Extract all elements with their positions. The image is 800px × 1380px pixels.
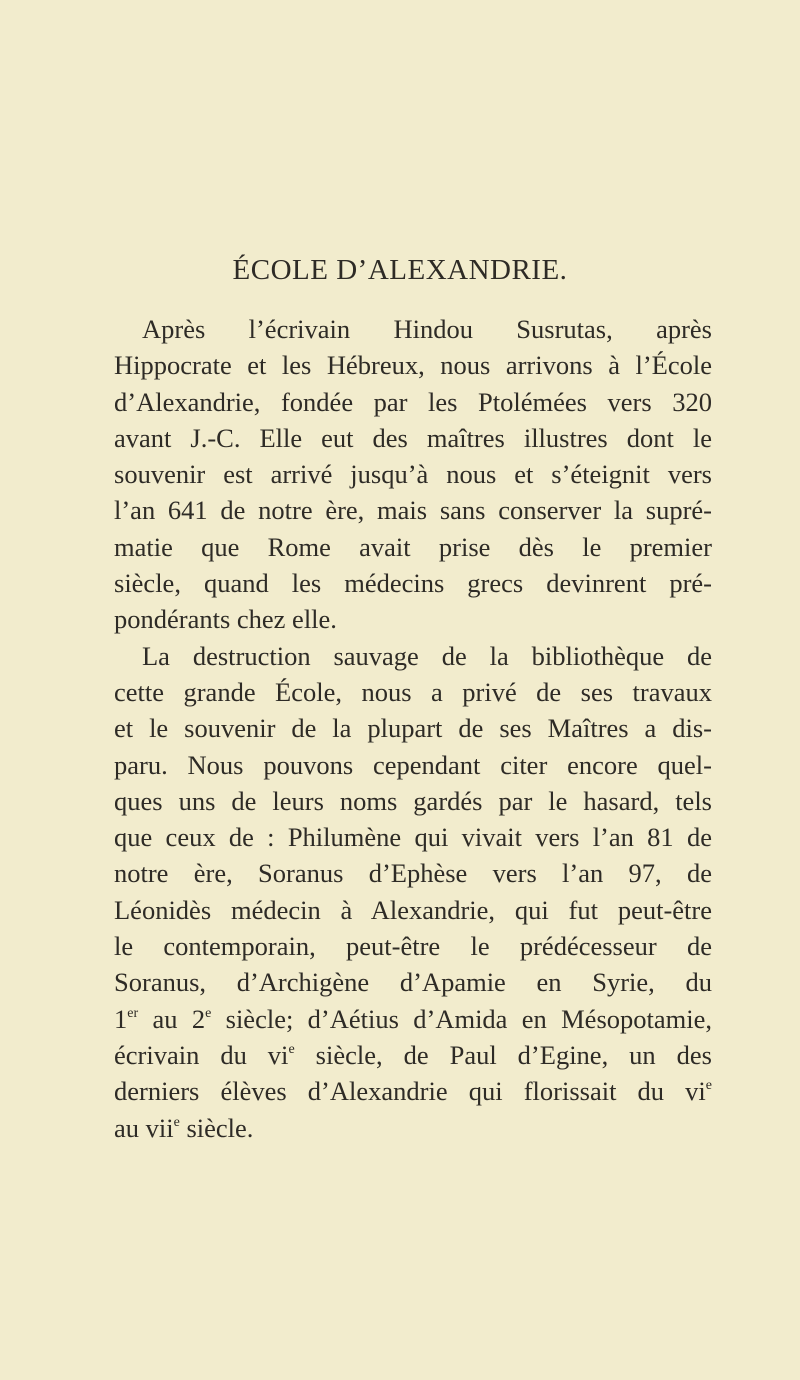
text-line: le contemporain, peut-être le prédécesseur de — [114, 931, 712, 962]
text-line: l’an 641 de notre ère, mais sans conserver la supré- — [114, 495, 712, 526]
superscript: e — [173, 1114, 180, 1130]
text-line: cette grande École, nous a privé de ses travaux — [114, 676, 712, 707]
superscript: e — [705, 1078, 712, 1094]
text-line — [114, 1037, 712, 1073]
text-line: Léonidès médecin à Alexandrie, qui fut peut-être — [114, 894, 712, 925]
page-title: ÉCOLE D’ALEXANDRIE. — [232, 254, 568, 286]
text-line: notre ère, Soranus d’Ephèse vers l’an 97, de — [114, 858, 712, 889]
text-run: siècle. — [179, 1112, 254, 1143]
text-line: paru. Nous pouvons cependant citer encore quel- — [114, 749, 712, 780]
text-run: au vii — [114, 1112, 174, 1143]
text-line: et le souvenir de la plupart de ses Maîtres a dis- — [114, 713, 712, 744]
text-line: que ceux de : Philumène qui vivait vers l’an 81 de — [114, 822, 712, 853]
text-line — [114, 1073, 712, 1109]
text-line: Soranus, d’Archigène d’Apamie en Syrie, du — [114, 967, 712, 998]
text-line: Après l’écrivain Hindou Susrutas, après — [142, 314, 712, 344]
text-line — [114, 1110, 712, 1146]
text-run: écrivain du vi — [114, 1039, 289, 1070]
text-line: d’Alexandrie, fondée par les Ptolémées vers 320 — [114, 386, 712, 417]
text-line: avant J.-C. Elle eut des maîtres illustres dont le — [114, 422, 712, 453]
body-text — [114, 311, 712, 1146]
text-line — [114, 1001, 712, 1037]
text-run: au 2 — [138, 1003, 206, 1034]
text-line: pondérants chez elle. — [114, 604, 337, 635]
text-run: siècle; d’Aétius d’Amida en Mésopotamie, — [211, 1003, 712, 1034]
text-line: ques uns de leurs noms gardés par le hasard, tels — [114, 785, 712, 816]
text-line: La destruction sauvage de la bibliothèque de — [142, 640, 712, 671]
superscript: er — [127, 1005, 139, 1021]
text-run: siècle, de Paul d’Egine, un des — [294, 1039, 712, 1070]
text-run: 1 — [114, 1003, 128, 1034]
superscript: e — [288, 1041, 295, 1057]
text-run: derniers élèves d’Alexandrie qui florissait du vi — [114, 1076, 706, 1107]
text-line: souvenir est arrivé jusqu’à nous et s’éteignit vers — [114, 459, 712, 490]
text-line: matie que Rome avait prise dès le premier — [114, 531, 712, 562]
superscript: e — [205, 1005, 212, 1021]
text-line: Hippocrate et les Hébreux, nous arrivons à l’École — [114, 350, 712, 381]
text-line: siècle, quand les médecins grecs devinrent pré- — [114, 568, 712, 599]
